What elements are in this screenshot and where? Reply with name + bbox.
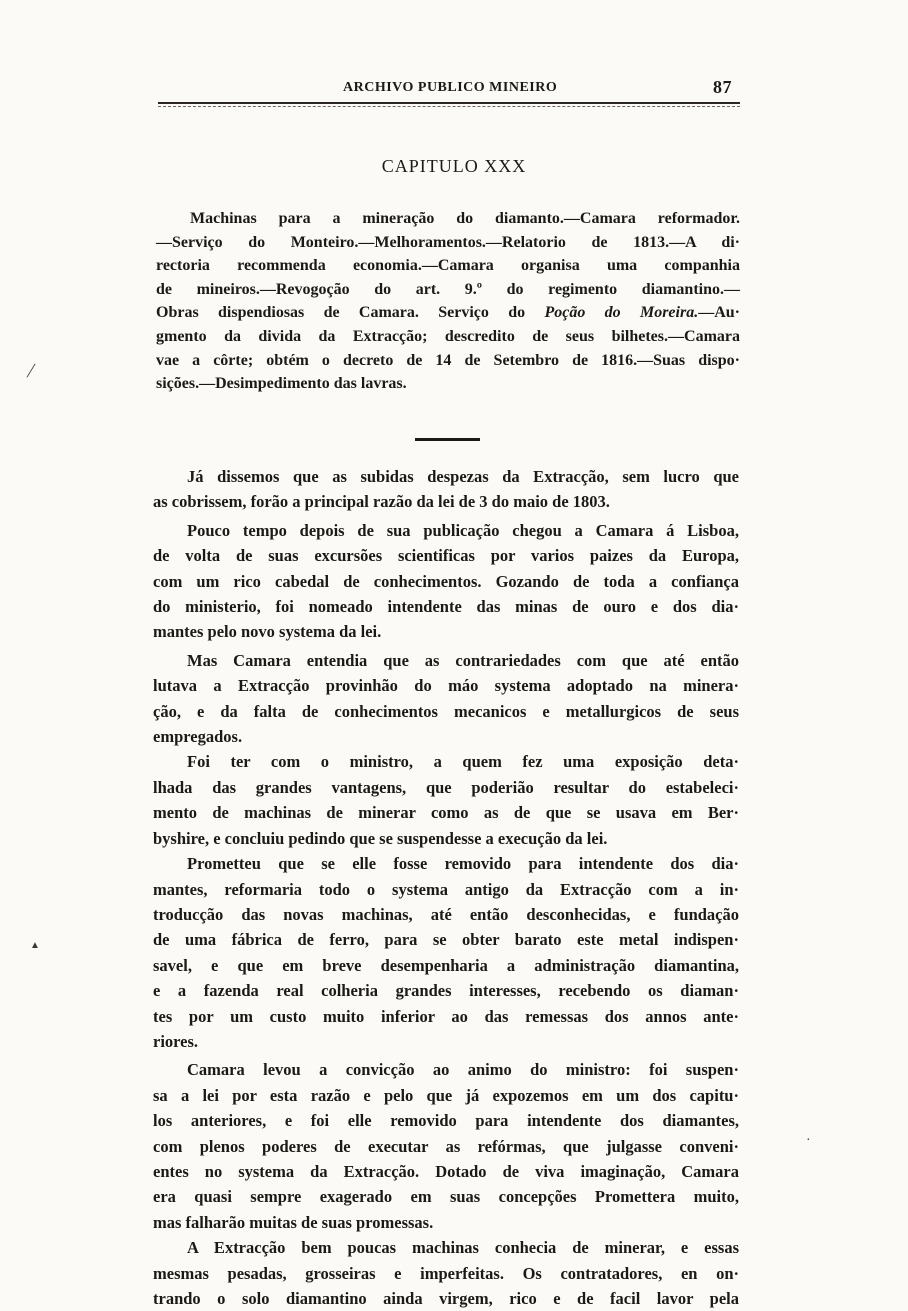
chapter-title: CAPITULO XXX [381, 156, 527, 176]
header-rule-dashed [158, 106, 740, 107]
text-line: mento de machinas de minerar como as de que se usava em Ber· [153, 803, 739, 823]
text-line: troducção das novas machinas, até então desconhecidas, e fundação [153, 904, 739, 924]
summary-italic-place: Poção do Moreira. [544, 304, 699, 322]
text-line: mantes, reformaria todo o systema antigo da Extracção com a in· [153, 879, 739, 899]
chapter-summary [156, 207, 740, 396]
text-line: sa a lei por esta razão e pelo que já expozemos em um dos capitu· [153, 1085, 739, 1105]
text-line: trando o solo diamantino ainda virgem, rico e de facil lavor pela [153, 1289, 739, 1308]
text-line: entes no systema da Extracção. Dotado de viva imaginação, Camara [153, 1161, 739, 1181]
text-line: mas falharão muitas de suas promessas. [153, 1212, 434, 1232]
text-line: as cobrissem, forão a principal razão da lei de 3 do maio de 1803. [153, 492, 610, 512]
body-text [153, 464, 739, 1311]
text-line: Já dissemos que as subidas despezas da Extracção, sem lucro que [187, 467, 739, 486]
page-number: 87 [713, 77, 732, 97]
summary-line: gmento da divida da Extracção; descredito de seus bilhetes.—Camara [156, 327, 740, 345]
running-title: ARCHIVO PUBLICO MINEIRO [343, 80, 558, 95]
header-rule [158, 102, 740, 104]
summary-line: vae a côrte; obtém o decreto de 14 de Setembro de 1816.—Suas dispo· [156, 351, 740, 369]
summary-line: de mineiros.—Revogoção do art. 9.º do regimento diamantino.— [156, 280, 740, 298]
text-line: byshire, e concluiu pedindo que se suspendesse a execução da lei. [153, 828, 608, 848]
margin-ink-speck: ▲ [30, 940, 40, 951]
text-line: com um rico cabedal de conhecimentos. Gozando de toda a confiança [153, 571, 739, 591]
text-line: los anteriores, e foi elle removido para intendente dos diamantes, [153, 1111, 739, 1131]
text-line: A Extracção bem poucas machinas conhecia de minerar, e essas [187, 1238, 739, 1258]
page-header [158, 78, 740, 100]
summary-line: sições.—Desimpedimento das lavras. [156, 375, 407, 393]
text-line: riores. [153, 1031, 199, 1051]
summary-line: —Serviço do Monteiro.—Melhoramentos.—Relatorio de 1813.—A di· [156, 233, 740, 251]
text-line: Foi ter com o ministro, a quem fez uma exposição deta· [187, 752, 739, 772]
text-line: mesmas pesadas, grosseiras e imperfeitas. Os contratadores, en on· [153, 1263, 739, 1283]
text-line: do ministerio, foi nomeado intendente das minas de ouro e dos dia· [153, 597, 739, 617]
text-line: empregados. [153, 727, 243, 747]
text-line: mantes pelo novo systema da lei. [153, 622, 382, 642]
summary-text: Obras dispendiosas de Camara. Serviço do [156, 304, 545, 322]
text-line: Prometteu que se elle fosse removido para intendente dos dia· [187, 854, 739, 874]
summary-line-mixed [156, 301, 740, 325]
text-line: com plenos poderes de executar as refórmas, que julgasse conveni· [153, 1136, 739, 1156]
summary-text: —Au· [698, 304, 740, 322]
text-line: Mas Camara entendia que as contrariedades com que até então [187, 650, 739, 670]
text-line: ção, e da falta de conhecimentos mecanicos e metallurgicos de seus [153, 701, 739, 721]
text-line: savel, e que em breve desempenharia a administração diamantina, [153, 955, 739, 975]
text-line: Camara levou a convicção ao animo do ministro: foi suspen· [187, 1060, 739, 1080]
text-line: de uma fábrica de ferro, para se obter barato este metal indispen· [153, 930, 739, 950]
text-line: de volta de suas excursões scientificas por varios paizes da Europa, [153, 546, 739, 566]
margin-ink-dot: · [806, 1133, 811, 1148]
text-line: era quasi sempre exagerado em suas concepções Promettera muito, [153, 1187, 739, 1207]
summary-line: Machinas para a mineração do diamanto.—Camara reformador. [190, 210, 740, 227]
text-line: e a fazenda real colheria grandes interesses, recebendo os diaman· [153, 981, 739, 1001]
summary-line: rectoria recommenda economia.—Camara organisa uma companhia [156, 257, 740, 275]
text-line: Pouco tempo depois de sua publicação chegou a Camara á Lisboa, [187, 520, 739, 540]
section-separator [415, 438, 480, 441]
text-line: lhada das grandes vantagens, que poderião resultar do estabeleci· [153, 777, 739, 797]
text-line: lutava a Extracção provinhão do máo systema adoptado na minera· [153, 676, 739, 696]
text-line: tes por um custo muito inferior ao das remessas dos annos ante· [153, 1006, 739, 1026]
margin-pencil-mark: / [25, 360, 37, 382]
